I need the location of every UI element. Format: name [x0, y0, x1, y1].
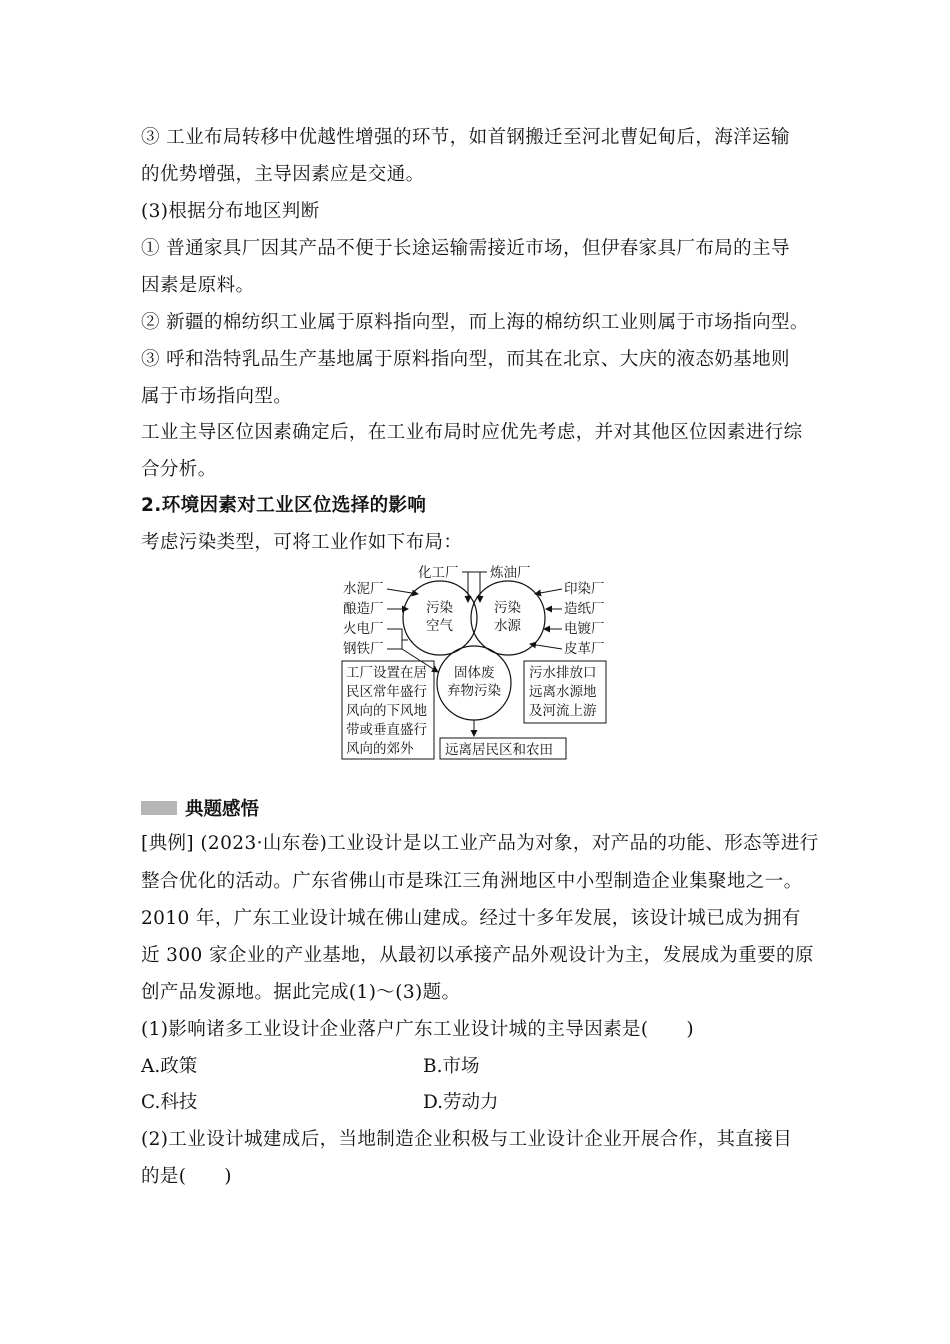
example-line: 整合优化的活动。广东省佛山市是珠江三角洲地区中小型制造企业集聚地之一。 — [141, 871, 803, 892]
option-c: C.科技 — [141, 1092, 198, 1113]
paragraph-line: 考虑污染类型，可将工业作如下布局： — [141, 532, 463, 553]
power-plant-label: 火电厂 — [343, 621, 384, 637]
water-circle-label-2: 水源 — [494, 618, 521, 634]
solid-circle-label-1: 固体废 — [454, 665, 495, 681]
chemical-plant-label: 化工厂 — [418, 565, 459, 581]
option-a: A.政策 — [141, 1056, 198, 1077]
subheading: (3)根据分布地区判断 — [141, 201, 320, 222]
paragraph-line: ① 普通家具厂因其产品不便于长途运输需接近市场，但伊春家具厂布局的主导 — [141, 238, 790, 259]
paragraph-line: 属于市场指向型。 — [141, 386, 293, 407]
section-title: 典题感悟 — [185, 799, 260, 820]
question-2-stem: (2)工业设计城建成后，当地制造企业积极与工业设计企业开展合作，其直接目 — [141, 1129, 793, 1150]
paragraph-line: 因素是原料。 — [141, 275, 255, 296]
paragraph-line: ② 新疆的棉纺织工业属于原料指向型，而上海的棉纺织工业则属于市场指向型。 — [141, 312, 809, 333]
air-circle-label-1: 污染 — [426, 600, 453, 616]
water-circle-label-1: 污染 — [494, 600, 521, 616]
refinery-label: 炼油厂 — [490, 565, 531, 581]
paragraph-line: 的优势增强，主导因素应是交通。 — [141, 164, 425, 185]
pollution-layout-diagram — [330, 560, 620, 765]
dye-plant-label: 印染厂 — [564, 581, 605, 597]
water-box-line-1: 污水排放口 — [529, 665, 597, 681]
brewery-label: 酿造厂 — [343, 601, 384, 617]
water-box-line-2: 远离水源地 — [529, 684, 597, 700]
section-header — [141, 795, 259, 821]
question-1-stem: (1)影响诸多工业设计企业落户广东工业设计城的主导因素是( ) — [141, 1019, 694, 1040]
paragraph-line: 工业主导区位因素确定后，在工业布局时应优先考虑，并对其他区位因素进行综 — [141, 422, 803, 443]
question-2-stem-cont: 的是( ) — [141, 1166, 232, 1187]
cement-plant-label: 水泥厂 — [343, 581, 384, 597]
steel-mill-label: 钢铁厂 — [343, 641, 384, 657]
air-box-line-4: 带或垂直盛行 — [346, 722, 427, 738]
option-d: D.劳动力 — [423, 1092, 499, 1113]
section-heading: 2.环境因素对工业区位选择的影响 — [141, 495, 427, 516]
air-circle-label-2: 空气 — [426, 618, 453, 634]
paragraph-line: 合分析。 — [141, 459, 217, 480]
example-line: 2010 年，广东工业设计城在佛山建成。经过十多年发展，该设计城已成为拥有 — [141, 908, 801, 929]
option-b: B.市场 — [423, 1056, 480, 1077]
example-line: 近 300 家企业的产业基地，从最初以承接产品外观设计为主，发展成为重要的原 — [141, 945, 814, 966]
air-box-line-5: 风向的郊外 — [346, 741, 414, 757]
air-box-line-3: 风向的下风地 — [346, 703, 427, 719]
paragraph-line: ③ 呼和浩特乳品生产基地属于原料指向型，而其在北京、大庆的液态奶基地则 — [141, 349, 790, 370]
air-box-line-1: 工厂设置在居 — [346, 665, 427, 681]
example-line: 创产品发源地。据此完成(1)～(3)题。 — [141, 982, 461, 1003]
water-box-line-3: 及河流上游 — [529, 703, 597, 719]
section-marker — [141, 801, 177, 815]
example-line: [典例] (2023·山东卷)工业设计是以工业产品为对象，对产品的功能、形态等进行 — [141, 833, 819, 854]
tannery-label: 皮革厂 — [564, 641, 605, 657]
paper-mill-label: 造纸厂 — [564, 601, 605, 617]
plating-plant-label: 电镀厂 — [564, 621, 605, 637]
paragraph-line: ③ 工业布局转移中优越性增强的环节，如首钢搬迁至河北曹妃甸后，海洋运输 — [141, 127, 790, 148]
solid-box-label: 远离居民区和农田 — [445, 742, 553, 758]
air-box-line-2: 民区常年盛行 — [346, 684, 427, 700]
solid-circle-label-2: 弃物污染 — [447, 683, 501, 699]
